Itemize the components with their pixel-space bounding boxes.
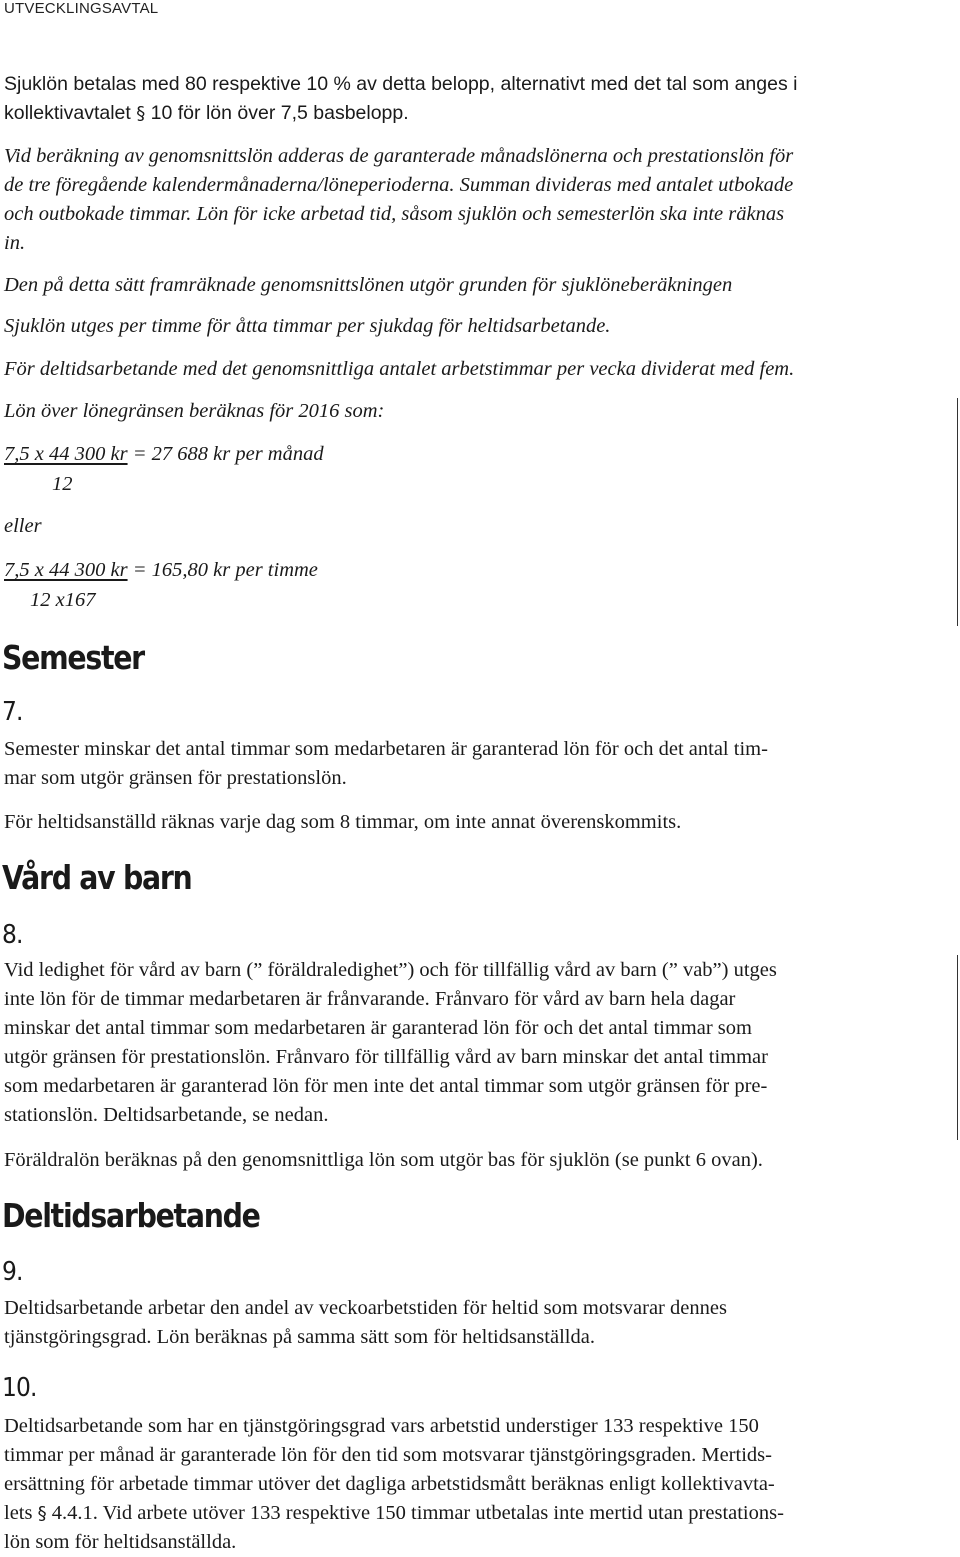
formula-line (4, 556, 318, 585)
text-span: 4.4.1. Vid arbete utöver 133 respektive 150 timmar utbetalas inte mertid utan prestations- (46, 1502, 784, 1524)
page-header: UTVECKLINGSAVTAL (4, 0, 159, 17)
text-line: Deltidsarbetande som har en tjänstgöringsgrad vars arbetstid understiger 133 respektive 150 (4, 1415, 759, 1437)
text-line: För heltidsanställd räknas varje dag som 8 timmar, om inte annat överenskommits. (4, 811, 682, 833)
text-line: Semester minskar det antal timmar som medarbetaren är garanterad lön för och det antal tim- (4, 738, 768, 760)
text-line: Föräldralön beräknas på den genomsnittliga lön som utgör bas för sjuklön (se punkt 6 ovan). (4, 1149, 763, 1171)
text-line: tjänstgöringsgrad. Lön beräknas på samma sätt som för heltidsanställda. (4, 1326, 595, 1348)
section-number: 7. (2, 697, 23, 727)
formula-result: = 165,80 kr per timme (127, 559, 318, 581)
formula-line (4, 440, 324, 469)
text-line: Den på detta sätt framräknade genomsnittslönen utgör grunden för sjuklöneberäkningen (4, 274, 733, 296)
text-line: minskar det antal timmar som medarbetaren är garanterad lön för och det antal timmar som (4, 1017, 752, 1039)
text-line (4, 1499, 784, 1528)
formula-numerator: 7,5 x 44 300 kr (4, 559, 128, 581)
formula-denominator: 12 x167 (30, 589, 96, 611)
section-number: 10. (2, 1373, 37, 1403)
text-span: lets (4, 1502, 33, 1524)
text-line: Deltidsarbetande arbetar den andel av veckoarbetstiden för heltid som motsvarar dennes (4, 1297, 727, 1319)
text-line: Lön över lönegränsen beräknas för 2016 som: (4, 400, 385, 422)
text-line: eller (4, 515, 42, 537)
formula-numerator: 7,5 x 44 300 kr (4, 443, 128, 465)
paragraph-symbol: § (37, 1503, 47, 1524)
formula-denominator: 12 (52, 473, 73, 495)
text-line: Sjuklön betalas med 80 respektive 10 % av detta belopp, alternativt med det tal som anges i (4, 73, 798, 95)
section-heading: Deltidsarbetande (2, 1196, 260, 1235)
paragraph-symbol: § (136, 103, 146, 124)
text-line: Sjuklön utges per timme för åtta timmar per sjukdag för heltidsarbetande. (4, 315, 611, 337)
section-heading: Vård av barn (2, 858, 192, 897)
text-line: stationslön. Deltidsarbetande, se nedan. (4, 1104, 329, 1126)
text-line: Vid beräkning av genomsnittslön adderas de garanterade månadslönerna och prestationslön för (4, 145, 794, 167)
section-number: 8. (2, 920, 23, 950)
section-number: 9. (2, 1257, 23, 1287)
text-line: in. (4, 232, 26, 254)
text-line: ersättning för arbetade timmar utöver det dagliga arbetstidsmått beräknas enligt kollektivavta- (4, 1473, 775, 1495)
text-line: Vid ledighet för vård av barn (” föräldraledighet”) och för tillfällig vård av barn (” vab”) utges (4, 959, 777, 981)
revision-bar (957, 955, 958, 1140)
text-line: de tre föregående kalendermånaderna/löneperioderna. Summan divideras med antalet utbokade (4, 174, 794, 196)
text-line (4, 99, 409, 128)
text-line: utgör gränsen för prestationslön. Frånvaro för tillfällig vård av barn minskar det antal timmar (4, 1046, 768, 1068)
text-line: och outbokade timmar. Lön för icke arbetad tid, såsom sjuklön och semesterlön ska inte räknas (4, 203, 785, 225)
text-line: inte lön för de timmar medarbetaren är frånvarande. Frånvaro för vård av barn hela dagar (4, 988, 736, 1010)
text-line: För deltidsarbetande med det genomsnittliga antalet arbetstimmar per vecka dividerat med fem. (4, 358, 795, 380)
text-line: timmar per månad är garanterade lön för den tid som motsvarar tjänstgöringsgraden. Mertids- (4, 1444, 772, 1466)
text-line: som medarbetaren är garanterad lön för men inte det antal timmar som utgör gränsen för pre- (4, 1075, 768, 1097)
text-line: lön som för heltidsanställda. (4, 1531, 237, 1553)
formula-result: = 27 688 kr per månad (127, 443, 324, 465)
text-line: mar som utgör gränsen för prestationslön. (4, 767, 347, 789)
section-heading: Semester (2, 638, 144, 677)
revision-bar (957, 398, 958, 626)
text-span: kollektivavtalet (4, 102, 131, 124)
text-span: 10 för lön över 7,5 basbelopp. (150, 102, 409, 124)
